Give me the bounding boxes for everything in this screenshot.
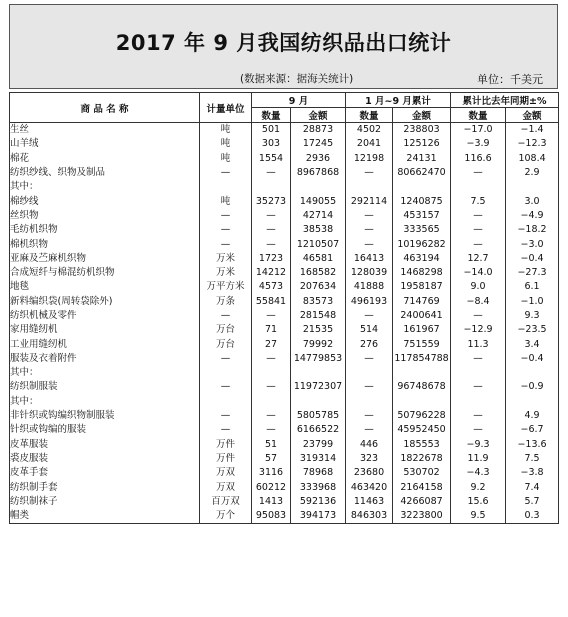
product-name-cell: 皮革手套 [10, 466, 200, 480]
table-row [10, 266, 559, 280]
ytd-amount-cell: 45952450 [393, 423, 451, 437]
product-name-cell: 纺织机械及零件 [10, 309, 200, 323]
yoy-amount-cell [506, 180, 559, 194]
sept-amount-cell [291, 366, 346, 380]
measure-unit-cell: 万件 [200, 438, 252, 452]
header-ytd: 1 月~9 月累计 [346, 93, 451, 108]
table-row [10, 137, 559, 151]
yoy-quantity-cell [451, 180, 506, 194]
sept-quantity-cell: 35273 [252, 194, 291, 208]
yoy-amount-cell: −0.9 [506, 380, 559, 394]
ytd-quantity-cell: 846303 [346, 509, 393, 524]
ytd-quantity-cell [346, 366, 393, 380]
ytd-amount-cell: 2164158 [393, 480, 451, 494]
yoy-quantity-cell: — [451, 409, 506, 423]
product-name-cell: 纺织纱线、织物及制品 [10, 166, 200, 180]
sept-quantity-cell: 51 [252, 438, 291, 452]
ytd-amount-cell: 117854788 [393, 352, 451, 366]
measure-unit-cell: — [200, 309, 252, 323]
data-source-note: (数据来源：据海关统计) [240, 73, 354, 85]
table-row [10, 166, 559, 180]
table-row [10, 423, 559, 437]
yoy-amount-cell: −3.8 [506, 466, 559, 480]
measure-unit-cell: 万双 [200, 466, 252, 480]
sept-amount-cell: 46581 [291, 252, 346, 266]
table-row [10, 152, 559, 166]
sept-quantity-cell: 95083 [252, 509, 291, 524]
yoy-amount-cell: −13.6 [506, 438, 559, 452]
table-row [10, 352, 559, 366]
ytd-amount-cell: 4266087 [393, 495, 451, 509]
header-september: 9 月 [252, 93, 346, 108]
sept-quantity-cell: 60212 [252, 480, 291, 494]
yoy-amount-cell: 4.9 [506, 409, 559, 423]
sept-amount-cell: 78968 [291, 466, 346, 480]
ytd-quantity-cell: 496193 [346, 295, 393, 309]
yoy-quantity-cell: 9.5 [451, 509, 506, 524]
product-name-cell: 合成短纤与棉混纺机织物 [10, 266, 200, 280]
table-body [10, 123, 559, 524]
yoy-quantity-cell: −14.0 [451, 266, 506, 280]
product-name-cell: 新料编织袋(周转袋除外) [10, 295, 200, 309]
ytd-amount-cell: 185553 [393, 438, 451, 452]
product-name-cell: 家用缝纫机 [10, 323, 200, 337]
table-row [10, 366, 559, 380]
table-row [10, 409, 559, 423]
product-name-cell: 其中： [10, 366, 200, 380]
table-row [10, 466, 559, 480]
sept-amount-cell: 394173 [291, 509, 346, 524]
yoy-amount-cell: 7.5 [506, 452, 559, 466]
yoy-quantity-cell: −17.0 [451, 123, 506, 138]
sept-amount-cell: 2936 [291, 152, 346, 166]
yoy-quantity-cell: −4.3 [451, 466, 506, 480]
ytd-amount-cell [393, 180, 451, 194]
yoy-quantity-cell: — [451, 309, 506, 323]
measure-unit-cell: 万米 [200, 266, 252, 280]
measure-unit-cell: 万米 [200, 252, 252, 266]
header-sept-quantity: 数量 [252, 108, 291, 123]
sept-quantity-cell: 27 [252, 337, 291, 351]
ytd-amount-cell: 24131 [393, 152, 451, 166]
table-row [10, 480, 559, 494]
ytd-quantity-cell: 292114 [346, 194, 393, 208]
yoy-quantity-cell: — [451, 423, 506, 437]
header-product-name: 商 品 名 称 [10, 93, 200, 123]
ytd-quantity-cell: — [346, 423, 393, 437]
yoy-quantity-cell: 11.9 [451, 452, 506, 466]
yoy-quantity-cell: 11.3 [451, 337, 506, 351]
yoy-quantity-cell: −12.9 [451, 323, 506, 337]
ytd-amount-cell: 50796228 [393, 409, 451, 423]
currency-unit-note: 单位：千美元 [477, 73, 543, 86]
product-name-cell: 服装及衣着附件 [10, 352, 200, 366]
sept-quantity-cell [252, 366, 291, 380]
ytd-quantity-cell: 41888 [346, 280, 393, 294]
sept-amount-cell: 21535 [291, 323, 346, 337]
table-row [10, 209, 559, 223]
ytd-amount-cell: 463194 [393, 252, 451, 266]
product-name-cell: 工业用缝纫机 [10, 337, 200, 351]
sept-quantity-cell: — [252, 209, 291, 223]
sept-quantity-cell: — [252, 352, 291, 366]
measure-unit-cell [200, 180, 252, 194]
table-row [10, 380, 559, 394]
measure-unit-cell: 万平方米 [200, 280, 252, 294]
measure-unit-cell: — [200, 223, 252, 237]
sept-amount-cell: 1210507 [291, 237, 346, 251]
sept-quantity-cell: — [252, 423, 291, 437]
yoy-amount-cell: 108.4 [506, 152, 559, 166]
table-row [10, 452, 559, 466]
ytd-quantity-cell: 323 [346, 452, 393, 466]
yoy-quantity-cell: — [451, 209, 506, 223]
product-name-cell: 纺织制服装 [10, 380, 200, 394]
measure-unit-cell: 吨 [200, 152, 252, 166]
table-row [10, 395, 559, 409]
table-row [10, 180, 559, 194]
product-name-cell: 生丝 [10, 123, 200, 138]
ytd-quantity-cell [346, 395, 393, 409]
ytd-amount-cell: 1822678 [393, 452, 451, 466]
yoy-amount-cell: −12.3 [506, 137, 559, 151]
header-yoy-change: 累计比去年同期±% [451, 93, 559, 108]
product-name-cell: 棉花 [10, 152, 200, 166]
report-header [9, 4, 558, 89]
sept-quantity-cell: — [252, 166, 291, 180]
header-yoy-quantity: 数量 [451, 108, 506, 123]
ytd-quantity-cell: 16413 [346, 252, 393, 266]
sept-amount-cell: 79992 [291, 337, 346, 351]
sept-quantity-cell: — [252, 380, 291, 394]
yoy-amount-cell: 0.3 [506, 509, 559, 524]
yoy-amount-cell: −18.2 [506, 223, 559, 237]
export-statistics-table [9, 92, 559, 524]
sept-quantity-cell: 1723 [252, 252, 291, 266]
ytd-amount-cell: 3223800 [393, 509, 451, 524]
sept-amount-cell: 11972307 [291, 380, 346, 394]
yoy-quantity-cell: 12.7 [451, 252, 506, 266]
sept-quantity-cell: 501 [252, 123, 291, 138]
ytd-amount-cell: 453157 [393, 209, 451, 223]
yoy-quantity-cell: −3.9 [451, 137, 506, 151]
yoy-quantity-cell: — [451, 166, 506, 180]
measure-unit-cell: 万条 [200, 295, 252, 309]
table-row [10, 194, 559, 208]
ytd-amount-cell: 2400641 [393, 309, 451, 323]
sept-amount-cell: 17245 [291, 137, 346, 151]
measure-unit-cell: — [200, 380, 252, 394]
ytd-amount-cell: 1240875 [393, 194, 451, 208]
yoy-amount-cell: −4.9 [506, 209, 559, 223]
product-name-cell: 其中： [10, 180, 200, 194]
ytd-quantity-cell: — [346, 352, 393, 366]
product-name-cell: 非针织或钩编织物制服装 [10, 409, 200, 423]
sept-amount-cell: 28873 [291, 123, 346, 138]
ytd-quantity-cell [346, 180, 393, 194]
product-name-cell: 棉纱线 [10, 194, 200, 208]
product-name-cell: 纺织制袜子 [10, 495, 200, 509]
header-ytd-quantity: 数量 [346, 108, 393, 123]
product-name-cell: 其中： [10, 395, 200, 409]
product-name-cell: 丝织物 [10, 209, 200, 223]
ytd-quantity-cell: 12198 [346, 152, 393, 166]
ytd-quantity-cell: 128039 [346, 266, 393, 280]
table-row [10, 295, 559, 309]
ytd-quantity-cell: 276 [346, 337, 393, 351]
measure-unit-cell: — [200, 409, 252, 423]
measure-unit-cell [200, 395, 252, 409]
sept-quantity-cell: 1413 [252, 495, 291, 509]
table-row [10, 438, 559, 452]
product-name-cell: 针织或钩编的服装 [10, 423, 200, 437]
yoy-amount-cell: 7.4 [506, 480, 559, 494]
sept-quantity-cell: 3116 [252, 466, 291, 480]
yoy-quantity-cell: 9.0 [451, 280, 506, 294]
ytd-amount-cell: 96748678 [393, 380, 451, 394]
product-name-cell: 毛纺机织物 [10, 223, 200, 237]
product-name-cell: 裘皮服装 [10, 452, 200, 466]
header-yoy-amount: 金额 [506, 108, 559, 123]
sept-quantity-cell: — [252, 223, 291, 237]
sept-amount-cell: 8967868 [291, 166, 346, 180]
table-row [10, 309, 559, 323]
sept-amount-cell: 83573 [291, 295, 346, 309]
yoy-amount-cell: −27.3 [506, 266, 559, 280]
measure-unit-cell: 万双 [200, 480, 252, 494]
product-name-cell: 山羊绒 [10, 137, 200, 151]
yoy-amount-cell: 3.4 [506, 337, 559, 351]
ytd-quantity-cell: 446 [346, 438, 393, 452]
sept-quantity-cell: 303 [252, 137, 291, 151]
header-measure-unit: 计量单位 [200, 93, 252, 123]
ytd-quantity-cell: 11463 [346, 495, 393, 509]
table-row [10, 252, 559, 266]
table-row [10, 509, 559, 524]
product-name-cell: 皮革服装 [10, 438, 200, 452]
sept-amount-cell: 319314 [291, 452, 346, 466]
yoy-quantity-cell: 7.5 [451, 194, 506, 208]
ytd-amount-cell [393, 395, 451, 409]
product-name-cell: 帽类 [10, 509, 200, 524]
sept-quantity-cell: 55841 [252, 295, 291, 309]
yoy-amount-cell: 2.9 [506, 166, 559, 180]
yoy-amount-cell: −1.4 [506, 123, 559, 138]
yoy-amount-cell: −1.0 [506, 295, 559, 309]
sept-amount-cell: 5805785 [291, 409, 346, 423]
sept-quantity-cell: — [252, 237, 291, 251]
sept-quantity-cell: 71 [252, 323, 291, 337]
product-name-cell: 棉机织物 [10, 237, 200, 251]
yoy-amount-cell [506, 395, 559, 409]
yoy-amount-cell: −0.4 [506, 252, 559, 266]
sept-quantity-cell: — [252, 409, 291, 423]
sept-quantity-cell [252, 395, 291, 409]
sept-amount-cell: 149055 [291, 194, 346, 208]
product-name-cell: 纺织制手套 [10, 480, 200, 494]
measure-unit-cell: — [200, 352, 252, 366]
yoy-quantity-cell: — [451, 352, 506, 366]
measure-unit-cell: 万台 [200, 323, 252, 337]
ytd-amount-cell: 751559 [393, 337, 451, 351]
sept-amount-cell: 6166522 [291, 423, 346, 437]
ytd-amount-cell: 10196282 [393, 237, 451, 251]
ytd-amount-cell: 333565 [393, 223, 451, 237]
sept-quantity-cell: — [252, 309, 291, 323]
ytd-quantity-cell: — [346, 209, 393, 223]
ytd-quantity-cell: — [346, 166, 393, 180]
table-row [10, 323, 559, 337]
ytd-quantity-cell: — [346, 409, 393, 423]
ytd-amount-cell: 1468298 [393, 266, 451, 280]
measure-unit-cell: 吨 [200, 137, 252, 151]
sept-quantity-cell: 57 [252, 452, 291, 466]
page-title: 2017 年 9 月我国纺织品出口统计 [115, 31, 452, 55]
ytd-quantity-cell: 2041 [346, 137, 393, 151]
yoy-quantity-cell: — [451, 380, 506, 394]
ytd-quantity-cell: 4502 [346, 123, 393, 138]
sept-amount-cell: 14779853 [291, 352, 346, 366]
ytd-amount-cell: 125126 [393, 137, 451, 151]
sept-amount-cell: 23799 [291, 438, 346, 452]
measure-unit-cell: 万个 [200, 509, 252, 524]
yoy-quantity-cell: — [451, 237, 506, 251]
yoy-amount-cell: −0.4 [506, 352, 559, 366]
ytd-quantity-cell: 23680 [346, 466, 393, 480]
sept-amount-cell: 168582 [291, 266, 346, 280]
sept-amount-cell: 333968 [291, 480, 346, 494]
sept-quantity-cell: 14212 [252, 266, 291, 280]
yoy-quantity-cell: 9.2 [451, 480, 506, 494]
yoy-quantity-cell: 116.6 [451, 152, 506, 166]
ytd-amount-cell: 714769 [393, 295, 451, 309]
measure-unit-cell: 百万双 [200, 495, 252, 509]
ytd-quantity-cell: — [346, 223, 393, 237]
ytd-quantity-cell: 514 [346, 323, 393, 337]
table-row [10, 495, 559, 509]
table-row [10, 237, 559, 251]
yoy-amount-cell: 9.3 [506, 309, 559, 323]
measure-unit-cell: — [200, 423, 252, 437]
header-ytd-amount: 金额 [393, 108, 451, 123]
yoy-quantity-cell: −9.3 [451, 438, 506, 452]
measure-unit-cell: 万件 [200, 452, 252, 466]
measure-unit-cell: 万台 [200, 337, 252, 351]
sept-amount-cell: 207634 [291, 280, 346, 294]
yoy-quantity-cell: — [451, 223, 506, 237]
sept-amount-cell: 38538 [291, 223, 346, 237]
ytd-amount-cell: 1958187 [393, 280, 451, 294]
yoy-amount-cell: 6.1 [506, 280, 559, 294]
ytd-amount-cell: 530702 [393, 466, 451, 480]
measure-unit-cell: 吨 [200, 194, 252, 208]
ytd-amount-cell: 238803 [393, 123, 451, 138]
ytd-amount-cell [393, 366, 451, 380]
ytd-amount-cell: 80662470 [393, 166, 451, 180]
yoy-quantity-cell [451, 395, 506, 409]
sept-amount-cell: 281548 [291, 309, 346, 323]
product-name-cell: 亚麻及苎麻机织物 [10, 252, 200, 266]
ytd-quantity-cell: — [346, 380, 393, 394]
measure-unit-cell: — [200, 209, 252, 223]
sept-quantity-cell: 4573 [252, 280, 291, 294]
sept-amount-cell [291, 180, 346, 194]
yoy-amount-cell [506, 366, 559, 380]
table-row [10, 123, 559, 138]
sept-amount-cell: 42714 [291, 209, 346, 223]
sept-amount-cell [291, 395, 346, 409]
product-name-cell: 地毯 [10, 280, 200, 294]
sept-quantity-cell [252, 180, 291, 194]
measure-unit-cell: — [200, 237, 252, 251]
yoy-amount-cell: −23.5 [506, 323, 559, 337]
yoy-amount-cell: −3.0 [506, 237, 559, 251]
yoy-quantity-cell: 15.6 [451, 495, 506, 509]
table-row [10, 223, 559, 237]
ytd-quantity-cell: 463420 [346, 480, 393, 494]
measure-unit-cell: — [200, 166, 252, 180]
ytd-amount-cell: 161967 [393, 323, 451, 337]
ytd-quantity-cell: — [346, 237, 393, 251]
yoy-quantity-cell: −8.4 [451, 295, 506, 309]
measure-unit-cell [200, 366, 252, 380]
table-row [10, 337, 559, 351]
header-sept-amount: 金额 [291, 108, 346, 123]
measure-unit-cell: 吨 [200, 123, 252, 138]
sept-amount-cell: 592136 [291, 495, 346, 509]
sept-quantity-cell: 1554 [252, 152, 291, 166]
yoy-amount-cell: 3.0 [506, 194, 559, 208]
yoy-amount-cell: 5.7 [506, 495, 559, 509]
ytd-quantity-cell: — [346, 309, 393, 323]
yoy-amount-cell: −6.7 [506, 423, 559, 437]
yoy-quantity-cell [451, 366, 506, 380]
table-row [10, 280, 559, 294]
